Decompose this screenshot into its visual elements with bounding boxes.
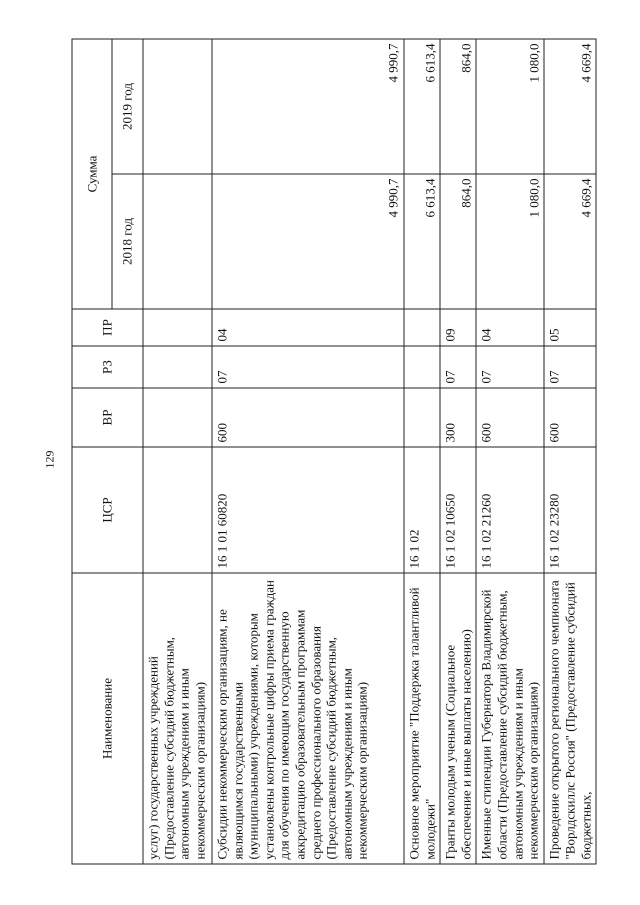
table-row [476,39,544,864]
cell-2018: 4 669,4 [544,174,596,309]
cell-vr [404,388,440,447]
cell-2018: 4 990,7 [212,174,404,309]
cell-pr: 05 [544,309,596,346]
cell-name: Проведение открытого регионального чемпионата "Ворлдскиллс Россия" (Предоставление субсидий бюджетных, [544,573,596,864]
cell-2018 [143,174,212,309]
cell-csr: 16 1 02 21260 [476,447,544,573]
cell-pr [404,309,440,346]
cell-2018: 6 613,4 [404,174,440,309]
header-2019: 2019 год [112,39,143,174]
cell-csr: 16 1 02 [404,447,440,573]
cell-csr: 16 1 02 23280 [544,447,596,573]
cell-pr: 04 [476,309,544,346]
cell-2018: 1 080,0 [476,174,544,309]
cell-2019: 864,0 [440,39,476,174]
cell-name: Основное мероприятие "Поддержка талантливой молодежи" [404,573,440,864]
cell-csr: 16 1 01 60820 [212,447,404,573]
cell-rz: 07 [544,346,596,388]
header-2018: 2018 год [112,174,143,309]
page-number: 129 [42,450,57,469]
rotated-page [71,40,593,865]
cell-vr: 600 [212,388,404,447]
header-pr: ПР [72,309,143,346]
table-row [404,39,440,864]
cell-rz: 07 [440,346,476,388]
cell-2019: 1 080,0 [476,39,544,174]
header-csr: ЦСР [72,447,143,573]
cell-2019: 4 990,7 [212,39,404,174]
cell-vr: 300 [440,388,476,447]
header-sum: Сумма [72,39,112,309]
table-row [544,39,596,864]
cell-name: услуг) государственных учреждений (Предоставление субсидий бюджетным, автономным учреждениям и иным некоммерческим организациям) [143,573,212,864]
table-row [212,39,404,864]
cell-name: Гранты молодым ученым (Социальное обеспечение и иные выплаты населению) [440,573,476,864]
table-row [440,39,476,864]
cell-name: Именные стипендии Губернатора Владимирской области (Предоставление субсидий бюджетным, автономным учреждениям и иным некоммерческим организациям) [476,573,544,864]
cell-vr: 600 [544,388,596,447]
cell-rz: 07 [476,346,544,388]
cell-csr [143,447,212,573]
cell-vr: 600 [476,388,544,447]
cell-pr [143,309,212,346]
header-vr: ВР [72,388,143,447]
header-name: Наименование [72,573,143,864]
cell-2019: 6 613,4 [404,39,440,174]
cell-rz: 07 [212,346,404,388]
cell-vr [143,388,212,447]
cell-name: Субсидии некоммерческим организациям, не являющимся государственными (муниципальными) учреждениями, которым установлены контрольные цифры приема граждан для обучения по имеющим государственную аккредитацию образовательным программам среднего профессионального образования (Предоставление субсидий бюджетным, автономным учреждениям и иным некоммерческим организациям) [212,573,404,864]
cell-rz [404,346,440,388]
cell-2018: 864,0 [440,174,476,309]
cell-csr: 16 1 02 10650 [440,447,476,573]
header-rz: РЗ [72,346,143,388]
table-row [143,39,212,864]
cell-2019 [143,39,212,174]
header-row-1 [72,39,112,864]
cell-pr: 04 [212,309,404,346]
cell-2019: 4 669,4 [544,39,596,174]
cell-rz [143,346,212,388]
budget-table [71,39,596,865]
cell-pr: 09 [440,309,476,346]
